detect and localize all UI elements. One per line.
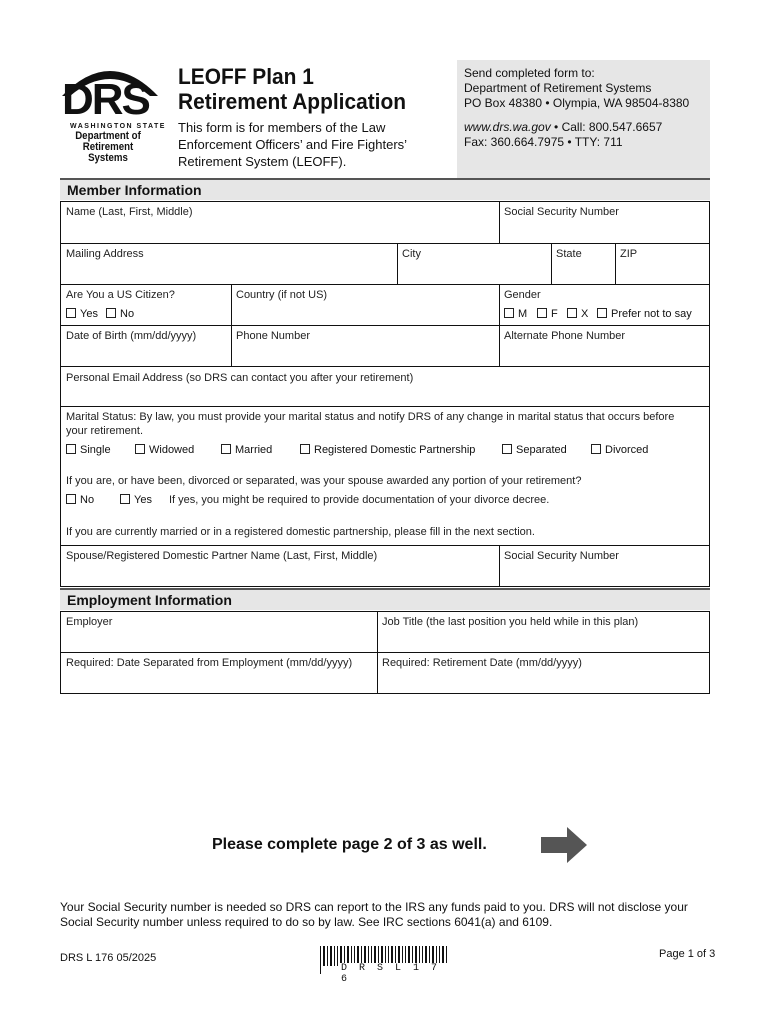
employer-row bbox=[60, 611, 710, 653]
job-title-field[interactable]: Job Title (the last position you held while in this plan) bbox=[382, 616, 639, 628]
marital-text-1: Marital Status: By law, you must provide your marital status and notify DRS of any change in marital status that occurs before bbox=[66, 411, 675, 423]
marital-divorced-checkbox[interactable]: Divorced bbox=[591, 444, 648, 456]
divorce-note: If yes, you might be required to provide documentation of your divorce decree. bbox=[169, 494, 550, 506]
marital-married-checkbox[interactable]: Married bbox=[221, 444, 272, 456]
send-to-box: Send completed form to: Department of Retirement Systems PO Box 48380 • Olympia, WA 98504-8380 www.drs.wa.gov • Call: 800.547.6657 Fax: 360.664.7975 • TTY: 711 bbox=[457, 60, 710, 178]
email-row bbox=[60, 366, 710, 407]
divorce-question: If you are, or have been, divorced or separated, was your spouse awarded any portion of your retirement? bbox=[66, 475, 582, 487]
name-field[interactable]: Name (Last, First, Middle) bbox=[66, 206, 193, 218]
dob-field[interactable]: Date of Birth (mm/dd/yyyy) bbox=[66, 330, 197, 342]
intro-text: This form is for members of the Law Enforcement Officers’ and Fire Fighters’ Retirement System (LEOFF). bbox=[178, 120, 407, 169]
website-link[interactable]: www.drs.wa.gov bbox=[464, 120, 551, 134]
citizen-yes-checkbox[interactable]: Yes bbox=[66, 308, 98, 320]
citizen-no-checkbox[interactable]: No bbox=[106, 308, 134, 320]
ssn-field[interactable]: Social Security Number bbox=[504, 206, 619, 218]
spouse-ssn-field[interactable]: Social Security Number bbox=[504, 550, 619, 562]
page-title: LEOFF Plan 1 Retirement Application bbox=[178, 64, 406, 114]
city-field[interactable]: City bbox=[402, 248, 421, 260]
logo-state: WASHINGTON STATE bbox=[70, 123, 166, 130]
marital-widowed-checkbox[interactable]: Widowed bbox=[135, 444, 194, 456]
gender-f-checkbox[interactable]: F bbox=[537, 308, 558, 320]
email-field[interactable]: Personal Email Address (so DRS can contact you after your retirement) bbox=[66, 372, 414, 384]
dob-row bbox=[60, 325, 710, 367]
barcode bbox=[320, 946, 450, 985]
spouse-row bbox=[60, 545, 710, 587]
barcode-text: D R S L 1 7 6 bbox=[338, 963, 450, 985]
logo-dept: Department of Retirement Systems bbox=[75, 130, 141, 164]
member-info-heading: Member Information bbox=[60, 178, 710, 200]
page-number: Page 1 of 3 bbox=[659, 948, 716, 960]
gender-prefer-not-checkbox[interactable]: Prefer not to say bbox=[597, 308, 692, 320]
divorce-yes-checkbox[interactable]: Yes bbox=[120, 494, 152, 506]
alt-phone-field[interactable]: Alternate Phone Number bbox=[504, 330, 626, 342]
gender-x-checkbox[interactable]: X bbox=[567, 308, 588, 320]
form-number: DRS L 176 05/2025 bbox=[60, 952, 157, 964]
mailing-address-field[interactable]: Mailing Address bbox=[66, 248, 144, 260]
gender-m-checkbox[interactable]: M bbox=[504, 308, 527, 320]
continue-notice: Please complete page 2 of 3 as well. bbox=[212, 836, 487, 853]
marital-single-checkbox[interactable]: Single bbox=[66, 444, 111, 456]
married-note: If you are currently married or in a registered domestic partnership, please fill in the next section. bbox=[66, 526, 535, 538]
country-field[interactable]: Country (if not US) bbox=[236, 289, 328, 301]
marital-rdp-checkbox[interactable]: Registered Domestic Partnership bbox=[300, 444, 475, 456]
citizen-label: Are You a US Citizen? bbox=[66, 289, 175, 301]
citizen-row bbox=[60, 284, 710, 326]
name-row bbox=[60, 201, 710, 244]
zip-field[interactable]: ZIP bbox=[620, 248, 638, 260]
divorce-no-checkbox[interactable]: No bbox=[66, 494, 94, 506]
dates-row bbox=[60, 652, 710, 694]
state-field[interactable]: State bbox=[556, 248, 582, 260]
arrow-right-icon bbox=[540, 826, 588, 864]
phone-field[interactable]: Phone Number bbox=[236, 330, 310, 342]
logo-letters: DRS bbox=[62, 75, 149, 124]
spouse-name-field[interactable]: Spouse/Registered Domestic Partner Name (Last, First, Middle) bbox=[66, 550, 378, 562]
employment-info-heading: Employment Information bbox=[60, 588, 710, 610]
address-row bbox=[60, 243, 710, 285]
employer-field[interactable]: Employer bbox=[66, 616, 113, 628]
ssn-notice: Your Social Security number is needed so DRS can report to the IRS any funds paid to you. DRS will not disclose your Social Security number unless required to do so by law. See IRC sections 6041(a) and 6109. bbox=[60, 900, 688, 929]
retirement-date-field[interactable]: Required: Retirement Date (mm/dd/yyyy) bbox=[382, 657, 582, 669]
marital-block bbox=[60, 406, 710, 546]
date-separated-field[interactable]: Required: Date Separated from Employment (mm/dd/yyyy) bbox=[66, 657, 353, 669]
marital-separated-checkbox[interactable]: Separated bbox=[502, 444, 567, 456]
gender-label: Gender bbox=[504, 289, 541, 301]
marital-text-2: your retirement. bbox=[66, 425, 144, 437]
